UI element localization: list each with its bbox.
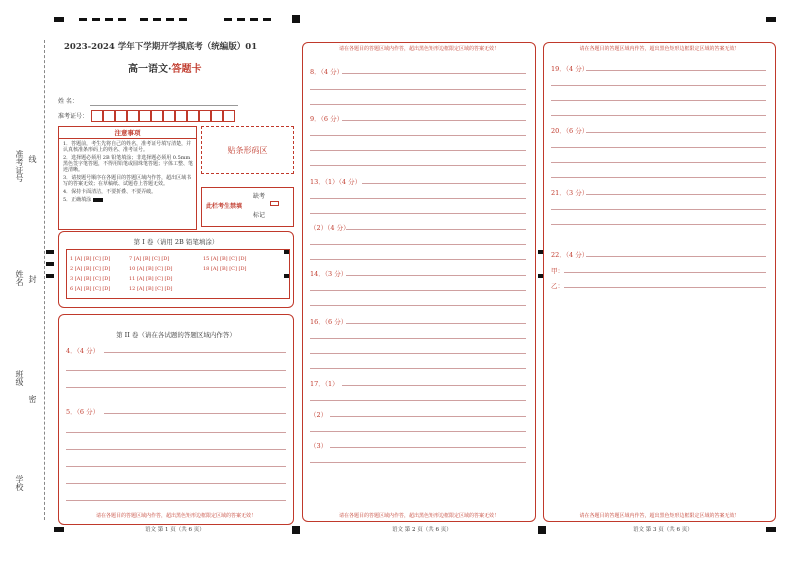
answer-line[interactable] [310,431,526,432]
absent-side-top: 缺考 [253,193,266,200]
notes-item: 2．选择题必须用 2B 铅笔填涂；非选择题必须用 0.5mm 黑色签字笔答题，不得用铅笔或圆珠笔答题；字体工整、笔迹清晰。 [63,155,194,173]
registration-mark [79,18,87,21]
notes-item: 4．保持卡面清洁，不要折叠、不要弄破。 [63,189,157,195]
answer-line[interactable] [551,85,766,86]
answer-line[interactable] [310,150,526,151]
mc-question[interactable]: 12 [A] [B] [C] [D] [129,286,173,292]
question-16-label: 16．（6 分） [310,318,348,326]
answer-line[interactable] [310,135,526,136]
registration-mark [140,18,148,21]
side-xian-label: 线 [28,155,37,163]
side-school-label: 学校 [15,475,24,491]
answer-line[interactable] [310,305,526,306]
page-subtitle [128,60,201,75]
absent-checkbox[interactable] [270,201,279,206]
mc-question[interactable]: 15 [A] [B] [C] [D] [203,256,247,262]
answer-line[interactable] [66,387,286,388]
mc-question[interactable]: 11 [A] [B] [C] [D] [129,276,173,282]
answer-line[interactable] [551,115,766,116]
warning-text: 请在各题目的答题区域内作答，超出黑色矩形边框限定区域的答案无效！ [579,513,740,519]
answer-line[interactable] [310,338,526,339]
side-class-label: 班级 [15,370,24,386]
notes-item: 3．请按题号顺序在各题目的答题区域内作答，超出区域书写的答案无效；在草稿纸、试题卷上答题无效。 [63,175,192,187]
absent-side-bottom: 标记 [253,212,266,219]
answer-line[interactable] [310,462,526,463]
answer-line[interactable] [342,385,526,386]
exam-id-cell[interactable] [115,110,127,122]
notes-item: 1．答题前，考生先将自己的姓名，准考证号填写清楚，并认真核准条形码上的姓名、准考证号。 [63,141,192,153]
answer-line[interactable] [104,352,286,353]
answer-line[interactable] [551,224,766,225]
mc-question[interactable]: 18 [A] [B] [C] [D] [203,266,247,272]
subtitle-answer-card: 答题卡 [171,64,202,75]
filled-example-mark [93,198,103,202]
warning-text: 请在各题目的答题区域内作答，超出黑色矩形边框限定区域的答案无效！ [338,46,499,52]
registration-mark [292,526,300,534]
answer-line[interactable] [66,483,286,484]
answer-line[interactable] [362,183,526,184]
answer-line[interactable] [104,413,286,414]
answer-line[interactable] [330,416,526,417]
question-13-1-label: 13．（1）（4 分） [310,178,362,186]
registration-mark [92,18,100,21]
answer-line[interactable] [310,259,526,260]
mc-question[interactable]: 7 [A] [B] [C] [D] [129,256,170,262]
page-3-footer: 语文 第 3 页（共 6 页） [633,527,693,533]
exam-id-cell[interactable] [127,110,139,122]
side-timing-mark [46,274,54,278]
answer-line[interactable] [310,165,526,166]
yi-label: 乙： [551,282,564,290]
page-title: 2023-2024 学年下学期开学摸底考（统编版）01 [64,42,258,52]
question-17-2-label: （2） [310,411,328,419]
answer-line[interactable] [310,198,526,199]
answer-line[interactable] [551,209,766,210]
exam-id-cell[interactable] [199,110,211,122]
answer-line[interactable] [346,323,526,324]
answer-line[interactable] [586,194,766,195]
jia-label: 甲： [551,267,564,275]
question-19-label: 19．（4 分） [551,65,589,73]
side-exam-no-label: 准考证号 [15,150,24,182]
question-21-label: 21．（3 分） [551,189,589,197]
exam-id-cell[interactable] [211,110,223,122]
question-4-label: 4．（4 分） [66,347,100,355]
answer-line[interactable] [342,73,526,74]
answer-line[interactable] [551,162,766,163]
registration-mark [250,18,258,21]
section1-title: 第 I 卷（请用 2B 铅笔填涂） [133,238,219,246]
exam-id-cell[interactable] [91,110,103,122]
answer-line[interactable] [346,275,526,276]
name-label: 姓 名： [58,98,78,105]
registration-mark [54,527,64,532]
registration-mark [179,18,187,21]
mc-question[interactable]: 6 [A] [B] [C] [D] [70,286,111,292]
section2-title: 第 II 卷（请在各试题的答题区域内作答） [116,331,236,339]
question-14-label: 14．（3 分） [310,270,348,278]
binding-line [44,40,45,520]
notes-item [59,195,196,203]
answer-line[interactable] [66,432,286,433]
answer-line[interactable] [564,287,766,288]
answer-line[interactable] [310,89,526,90]
question-22-label: 22．（4 分） [551,251,589,259]
mc-question[interactable]: 3 [A] [B] [C] [D] [70,276,111,282]
side-name-label: 姓名 [15,270,24,286]
mc-question[interactable]: 1 [A] [B] [C] [D] [70,256,111,262]
registration-mark [54,17,64,22]
answer-line[interactable] [586,256,766,257]
exam-id-cell[interactable] [151,110,163,122]
question-9-label: 9．（6 分） [310,115,344,123]
answer-line[interactable] [66,466,286,467]
warning-text: 请在各题目的答题区域内作答，超出黑色矩形边框限定区域的答案无效！ [579,46,740,52]
exam-id-cell[interactable] [175,110,187,122]
registration-mark [224,18,232,21]
question-17-1-label: 17．（1） [310,380,339,388]
answer-line[interactable] [310,400,526,401]
registration-mark [118,18,126,21]
question-13-2-label: （2）（4 分） [310,224,350,232]
exam-id-label: 准考证号： [58,113,89,120]
exam-id-cell[interactable] [187,110,199,122]
absent-label: 此栏考生禁填 [206,203,243,210]
answer-line[interactable] [586,132,766,133]
registration-mark [538,526,546,534]
answer-line[interactable] [330,447,526,448]
answer-line[interactable] [564,272,766,273]
question-17-3-label: （3） [310,442,328,450]
registration-mark [292,15,300,23]
answer-line[interactable] [66,370,286,371]
page-3-box [543,42,776,522]
question-8-label: 8．（4 分） [310,68,344,76]
mc-question[interactable]: 10 [A] [B] [C] [D] [129,266,173,272]
side-mi-label: 密 [28,395,37,403]
registration-mark [166,18,174,21]
name-field[interactable] [90,105,238,106]
answer-line[interactable] [310,213,526,214]
barcode-label: 贴条形码区 [227,145,268,155]
registration-mark [237,18,245,21]
page-2-footer: 语文 第 2 页（共 6 页） [392,527,452,533]
registration-mark [153,18,161,21]
notes-box [58,126,197,230]
answer-line[interactable] [310,368,526,369]
answer-line[interactable] [66,500,286,501]
side-feng-label: 封 [28,275,37,283]
answer-line[interactable] [551,147,766,148]
answer-line[interactable] [310,244,526,245]
notes-title: 注意事项 [59,127,196,139]
answer-line[interactable] [310,353,526,354]
warning-text: 请在各题目的答题区域内作答，超出黑色矩形边框限定区域的答案无效！ [338,513,499,519]
warning-text: 请在各题目的答题区域内作答，超出黑色矩形边框限定区域的答案无效！ [95,513,256,519]
registration-mark [263,18,271,21]
answer-line[interactable] [586,70,766,71]
side-timing-mark [46,250,54,254]
registration-mark [766,17,776,22]
exam-id-cell[interactable] [103,110,115,122]
answer-line[interactable] [310,104,526,105]
exam-id-cell[interactable] [163,110,175,122]
answer-line[interactable] [342,120,526,121]
page-1-footer: 语文 第 1 页（共 6 页） [145,527,205,533]
registration-mark [105,18,113,21]
exam-id-cell[interactable] [223,110,235,122]
answer-line[interactable] [66,449,286,450]
answer-line[interactable] [310,290,526,291]
mc-question[interactable]: 2 [A] [B] [C] [D] [70,266,111,272]
question-5-label: 5．（6 分） [66,408,100,416]
notes-item-text: 5．正确填涂 [63,197,92,203]
question-20-label: 20．（6 分） [551,127,589,135]
answer-line[interactable] [346,229,526,230]
barcode-area [201,126,294,174]
side-timing-mark [46,262,54,266]
subtitle-separator: · [168,64,172,75]
exam-id-cell[interactable] [139,110,151,122]
subtitle-text: 高一语文 [128,64,168,75]
answer-line[interactable] [551,177,766,178]
registration-mark [766,527,776,532]
answer-line[interactable] [551,100,766,101]
